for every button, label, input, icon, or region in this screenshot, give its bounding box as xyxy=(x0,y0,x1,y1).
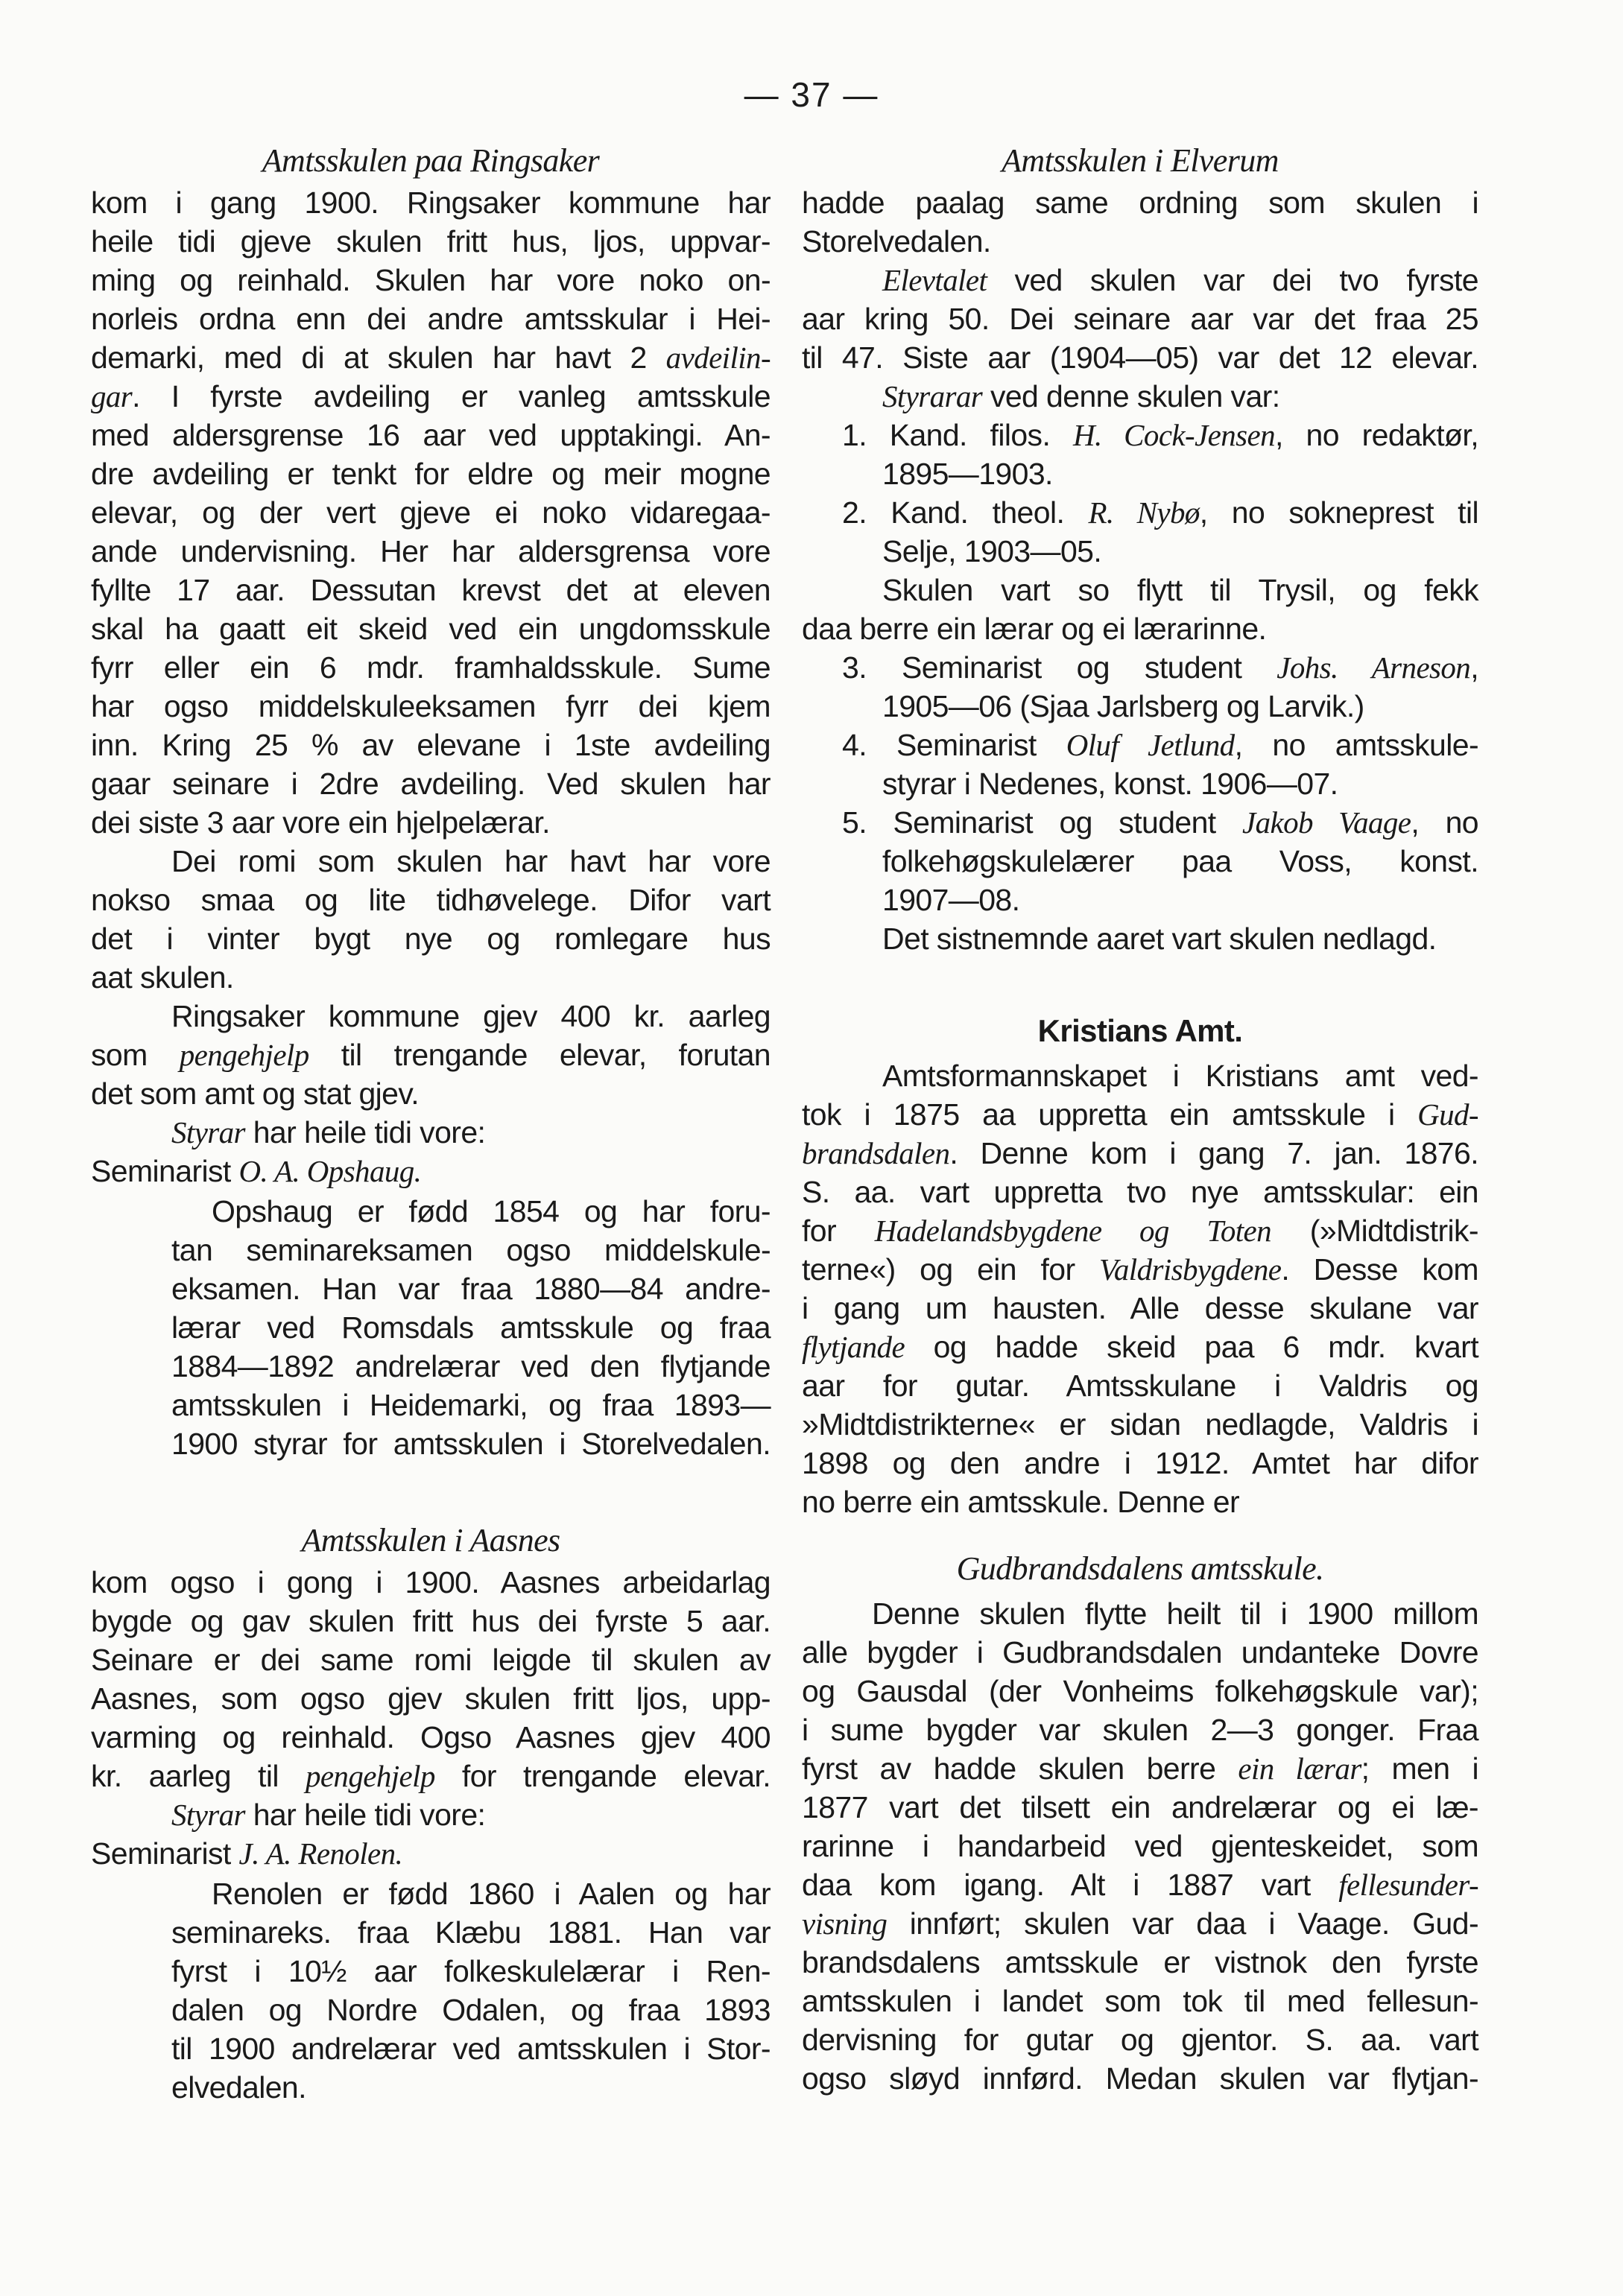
text: 1895—1903. xyxy=(882,457,1053,491)
italic-text: Elevtalet xyxy=(882,263,987,297)
text-line xyxy=(91,1074,771,1113)
text: , xyxy=(1470,650,1478,685)
page-number: — 37 — xyxy=(744,75,879,114)
italic-text: Jakob Vaage xyxy=(1242,805,1411,840)
text: alle bygder i Gudbrandsdalen undanteke Dovre xyxy=(802,1635,1478,1669)
text: dre avdeiling er tenkt for eldre og meir mogne xyxy=(91,457,771,491)
text: 4. Seminarist xyxy=(842,728,1066,762)
text-line xyxy=(802,183,1478,222)
text-line xyxy=(91,416,771,454)
text: no berre ein amtsskule. Denne er xyxy=(802,1485,1240,1519)
text-line xyxy=(212,1874,771,1913)
italic-text: J. A. Renolen. xyxy=(238,1836,403,1871)
text-line xyxy=(91,726,771,764)
text-line xyxy=(802,1865,1478,1904)
text: dervisning for gutar og gjentor. S. aa. vart xyxy=(802,2023,1478,2057)
text-line xyxy=(171,2068,771,2107)
text-line xyxy=(882,764,1478,803)
text: daa berre ein lærar og ei lærarinne. xyxy=(802,612,1267,646)
text-line xyxy=(882,377,1478,416)
italic-text: H. Cock-Jensen xyxy=(1072,418,1276,452)
text: hadde paalag same ordning som skulen i xyxy=(802,185,1478,220)
text: 2. Kand. theol. xyxy=(842,495,1089,530)
text-line xyxy=(91,1036,771,1074)
text: »Midtdistrikterne« er sidan nedlagde, Valdris i xyxy=(802,1407,1478,1442)
text-line xyxy=(91,571,771,609)
text: 1. Kand. filos. xyxy=(842,418,1073,452)
text: amtsskulen i landet som tok til med fellesun- xyxy=(802,1984,1478,2018)
text-line xyxy=(91,377,771,416)
italic-text: Amtsskulen i Aasnes xyxy=(301,1522,560,1558)
italic-text: pengehjelp xyxy=(179,1038,309,1072)
text-line xyxy=(91,183,771,222)
text-line xyxy=(802,1943,1478,1982)
text: 1884—1892 andrelærar ved den flytjande xyxy=(171,1349,771,1383)
text: Opshaug er fødd 1854 og har foru- xyxy=(212,1194,771,1228)
text: for xyxy=(802,1214,875,1248)
italic-text: Gud- xyxy=(1417,1097,1478,1132)
text: ved denne skulen var: xyxy=(982,379,1280,413)
text: 5. Seminarist og student xyxy=(842,805,1243,840)
text-line xyxy=(882,842,1478,881)
text-line xyxy=(882,919,1478,958)
text-line xyxy=(171,1347,771,1386)
text-line xyxy=(882,261,1478,299)
text-line xyxy=(882,1056,1478,1095)
text: lærar ved Romsdals amtsskule og fraa xyxy=(171,1310,771,1345)
text-line xyxy=(802,2059,1478,2098)
text: har ogso middelskuleeksamen fyrr dei kjem xyxy=(91,689,771,723)
text: . Denne kom i gang 7. jan. 1876. xyxy=(949,1136,1478,1170)
text-line xyxy=(171,1113,771,1152)
text: Denne skulen flytte heilt til i 1900 millom xyxy=(872,1596,1478,1631)
text: 1907—08. xyxy=(882,883,1020,917)
text-line xyxy=(171,1795,771,1834)
text-line xyxy=(802,1788,1478,1827)
text-line xyxy=(802,1405,1478,1444)
italic-text: Valdrisbygdene xyxy=(1098,1252,1282,1287)
text-line xyxy=(802,1328,1478,1366)
italic-text: Amtsskulen paa Ringsaker xyxy=(262,142,600,179)
text-line xyxy=(842,416,1478,454)
text-line xyxy=(802,1482,1478,1521)
text: kom i gang 1900. Ringsaker kommune har xyxy=(91,185,771,220)
text: skal ha gaatt eit skeid ved ein ungdomsskule xyxy=(91,612,771,646)
italic-text: R. Nybø xyxy=(1088,495,1200,530)
text: 1898 og den andre i 1912. Amtet har difor xyxy=(802,1446,1478,1480)
text-line xyxy=(171,1269,771,1308)
text: 1900 styrar for amtsskulen i Storelvedalen. xyxy=(171,1427,771,1461)
text-line xyxy=(91,687,771,726)
text: Amtsformannskapet i Kristians amt ved- xyxy=(882,1059,1478,1093)
text: til 47. Siste aar (1904—05) var det 12 elevar. xyxy=(802,340,1478,375)
text-line xyxy=(171,1913,771,1952)
text-line xyxy=(802,338,1478,377)
text-line xyxy=(802,1173,1478,1211)
text: Renolen er fødd 1860 i Aalen og har xyxy=(212,1877,771,1911)
text-line xyxy=(842,726,1478,764)
text-line xyxy=(882,571,1478,609)
text-line xyxy=(91,881,771,919)
italic-text: flytjande xyxy=(802,1330,905,1364)
text-line xyxy=(882,454,1478,493)
italic-text: Johs. Arneson xyxy=(1276,650,1471,685)
text: brandsdalens amtsskule er vistnok den fyrste xyxy=(802,1945,1478,1979)
text-line xyxy=(802,1672,1478,1710)
text-line xyxy=(91,803,771,842)
text-line xyxy=(802,1289,1478,1328)
text-line xyxy=(171,1952,771,1991)
text: fyrst av hadde skulen berre xyxy=(802,1751,1238,1786)
text: ogso sløyd innførd. Medan skulen var flytjan- xyxy=(802,2061,1478,2096)
text: fyrr eller ein 6 mdr. framhaldsskule. Sume xyxy=(91,650,771,685)
text-line xyxy=(802,1250,1478,1289)
text: . Desse kom xyxy=(1281,1252,1478,1287)
text-line xyxy=(802,1134,1478,1173)
text: aar kring 50. Dei seinare aar var det fraa 25 xyxy=(802,302,1478,336)
text-line xyxy=(802,1095,1478,1134)
section-heading xyxy=(802,1012,1478,1050)
text-line xyxy=(91,1834,771,1873)
text: kom ogso i gong i 1900. Aasnes arbeidarlag xyxy=(91,1565,771,1599)
text-line xyxy=(91,1757,771,1795)
text-line xyxy=(171,1308,771,1347)
text: norleis ordna enn dei andre amtsskular i Hei- xyxy=(91,302,771,336)
text-line xyxy=(171,842,771,881)
text: tok i 1875 aa uppretta ein amtsskule i xyxy=(802,1097,1418,1132)
italic-text: brandsdalen xyxy=(802,1136,950,1170)
italic-text: Oluf Jetlund xyxy=(1066,728,1235,762)
text: kr. aarleg til xyxy=(91,1759,306,1793)
text: , no sokneprest til xyxy=(1199,495,1478,530)
italic-text: ein lærar xyxy=(1238,1751,1361,1786)
text-line xyxy=(91,454,771,493)
text: S. aa. vart uppretta tvo nye amtsskular: ein xyxy=(802,1175,1478,1209)
text-line xyxy=(882,532,1478,571)
text: , no redaktør, xyxy=(1275,418,1479,452)
text: til trengande elevar, forutan xyxy=(309,1038,771,1072)
text-line xyxy=(171,1231,771,1269)
text: ved skulen var dei tvo fyrste xyxy=(987,263,1478,297)
text-line xyxy=(882,881,1478,919)
text: har heile tidi vore: xyxy=(244,1115,486,1149)
text-line xyxy=(171,2029,771,2068)
text-line xyxy=(802,1366,1478,1405)
text-line xyxy=(802,1710,1478,1749)
text-line xyxy=(802,1444,1478,1482)
text: , no amtsskule- xyxy=(1234,728,1479,762)
text: det i vinter bygt nye og romlegare hus xyxy=(91,922,771,956)
text: amtsskulen i Heidemarki, og fraa 1893— xyxy=(171,1388,771,1422)
text: Seminarist xyxy=(91,1154,239,1188)
text: aar for gutar. Amtsskulane i Valdris og xyxy=(802,1369,1478,1403)
italic-text: Styrarar xyxy=(882,379,983,413)
text-line xyxy=(91,1640,771,1679)
text: seminareks. fraa Klæbu 1881. Han var xyxy=(171,1915,771,1950)
text: 1905—06 (Sjaa Jarlsberg og Larvik.) xyxy=(882,689,1364,723)
text: eksamen. Han var fraa 1880—84 andre- xyxy=(171,1272,771,1306)
italic-text: pengehjelp xyxy=(305,1759,435,1793)
text-line xyxy=(802,1633,1478,1672)
text: gaar seinare i 2dre avdeiling. Ved skulen har xyxy=(91,767,771,801)
text-line xyxy=(171,1991,771,2029)
text-line xyxy=(91,222,771,261)
text: varming og reinhald. Ogso Aasnes gjev 400 xyxy=(91,1720,771,1754)
section-heading xyxy=(802,142,1478,180)
text-line xyxy=(842,803,1478,842)
text-line xyxy=(882,687,1478,726)
text: Aasnes, som ogso gjev skulen fritt ljos, upp- xyxy=(91,1681,771,1716)
section-heading xyxy=(802,1550,1478,1588)
text: fyrst i 10½ aar folkeskulelærar i Ren- xyxy=(171,1954,771,1988)
text-line xyxy=(842,648,1478,687)
text: og Gausdal (der Vonheims folkehøgskule var); xyxy=(802,1674,1478,1708)
text: med aldersgrense 16 aar ved upptakingi. An- xyxy=(91,418,771,452)
italic-text: gar xyxy=(91,379,133,413)
text: (»Midtdistrik- xyxy=(1271,1214,1478,1248)
text-line xyxy=(91,493,771,532)
text-line xyxy=(91,648,771,687)
text: rarinne i handarbeid ved gjenteskeidet, som xyxy=(802,1829,1478,1863)
text-line xyxy=(91,1718,771,1757)
text: folkehøgskulelærer paa Voss, konst. xyxy=(882,844,1478,878)
text-line xyxy=(91,1152,771,1190)
italic-text: avdeilin- xyxy=(665,340,771,375)
text: det som amt og stat gjev. xyxy=(91,1076,420,1111)
text: Storelvedalen. xyxy=(802,224,991,259)
text: ming og reinhald. Skulen har vore noko on- xyxy=(91,263,771,297)
text: fyllte 17 aar. Dessutan krevst det at eleven xyxy=(91,573,771,607)
text-line xyxy=(91,919,771,958)
text: Det sistnemnde aaret vart skulen nedlagd. xyxy=(882,922,1437,956)
text: , no xyxy=(1411,805,1478,840)
italic-text: Hadelandsbygdene og Toten xyxy=(874,1214,1272,1248)
italic-text: Styrar xyxy=(171,1798,245,1832)
italic-text: Styrar xyxy=(171,1115,245,1149)
text-line xyxy=(802,2020,1478,2059)
text: dalen og Nordre Odalen, og fraa 1893 xyxy=(171,1993,771,2027)
text: Seinare er dei same romi leigde til skulen av xyxy=(91,1643,771,1677)
text-line xyxy=(91,609,771,648)
text-line xyxy=(171,1386,771,1424)
text: 1877 vart det tilsett ein andrelærar og ei læ- xyxy=(802,1790,1478,1824)
text: innført; skulen var daa i Vaage. Gud- xyxy=(887,1906,1478,1941)
text-line xyxy=(842,493,1478,532)
text: daa kom igang. Alt i 1887 vart xyxy=(802,1868,1339,1902)
text: . I fyrste avdeiling er vanleg amtsskule xyxy=(132,379,771,413)
text: har heile tidi vore: xyxy=(244,1798,486,1832)
text: til 1900 andrelærar ved amtsskulen i Stor- xyxy=(171,2032,771,2066)
text: elevar, og der vert gjeve ei noko vidaregaa- xyxy=(91,495,771,530)
text: i gang um hausten. Alle desse skulane var xyxy=(802,1291,1478,1325)
text: Ringsaker kommune gjev 400 kr. aarleg xyxy=(171,999,771,1033)
text: ; men i xyxy=(1361,1751,1478,1786)
section-heading xyxy=(91,142,771,180)
text: tan seminareksamen ogso middelskule- xyxy=(171,1233,771,1267)
italic-text: fellesunder- xyxy=(1338,1868,1478,1902)
text: og hadde skeid paa 6 mdr. kvart xyxy=(905,1330,1478,1364)
text: 3. Seminarist og student xyxy=(842,650,1277,685)
text-line xyxy=(91,299,771,338)
text-line xyxy=(802,1827,1478,1865)
text-line xyxy=(91,1602,771,1640)
text-line xyxy=(802,1904,1478,1943)
italic-text: Amtsskulen i Elverum xyxy=(1002,142,1279,179)
italic-text: O. A. Opshaug. xyxy=(238,1154,422,1188)
text: elvedalen. xyxy=(171,2070,306,2105)
text: inn. Kring 25 % av elevane i 1ste avdeiling xyxy=(91,728,771,762)
text-line xyxy=(91,532,771,571)
text-line xyxy=(91,338,771,377)
text-line xyxy=(802,1211,1478,1250)
text: i sume bygder var skulen 2—3 gonger. Fraa xyxy=(802,1713,1478,1747)
text: ande undervisning. Her har aldersgrensa vore xyxy=(91,534,771,568)
text-line xyxy=(171,1424,771,1463)
text: styrar i Nedenes, konst. 1906—07. xyxy=(882,767,1338,801)
text: dei siste 3 aar vore ein hjelpelærar. xyxy=(91,805,550,840)
text: aat skulen. xyxy=(91,960,234,995)
text: Skulen vart so flytt til Trysil, og fekk xyxy=(882,573,1478,607)
text-line xyxy=(802,1982,1478,2020)
text-line xyxy=(212,1192,771,1231)
text: Seminarist xyxy=(91,1836,239,1871)
text-line xyxy=(802,299,1478,338)
text: Kristians Amt. xyxy=(1037,1013,1243,1048)
text-line xyxy=(91,958,771,997)
section-heading xyxy=(91,1521,771,1560)
text-line xyxy=(91,1563,771,1602)
italic-text: Gudbrandsdalens amtsskule. xyxy=(956,1550,1324,1587)
text: Selje, 1903—05. xyxy=(882,534,1102,568)
text-line xyxy=(802,1749,1478,1788)
text-line xyxy=(802,609,1478,648)
text: heile tidi gjeve skulen fritt hus, ljos, uppvar- xyxy=(91,224,771,259)
text-line xyxy=(872,1594,1478,1633)
text-line xyxy=(91,764,771,803)
text: nokso smaa og lite tidhøvelege. Difor vart xyxy=(91,883,771,917)
text-line xyxy=(171,997,771,1036)
italic-text: visning xyxy=(802,1906,888,1941)
text: terne«) og ein for xyxy=(802,1252,1099,1287)
text: demarki, med di at skulen har havt 2 xyxy=(91,340,666,375)
text-line xyxy=(91,261,771,299)
text: Dei romi som skulen har havt har vore xyxy=(171,844,771,878)
text-line xyxy=(802,222,1478,261)
text: for trengande elevar. xyxy=(434,1759,771,1793)
text-line xyxy=(91,1679,771,1718)
text: som xyxy=(91,1038,180,1072)
text: bygde og gav skulen fritt hus dei fyrste 5 aar. xyxy=(91,1604,771,1638)
